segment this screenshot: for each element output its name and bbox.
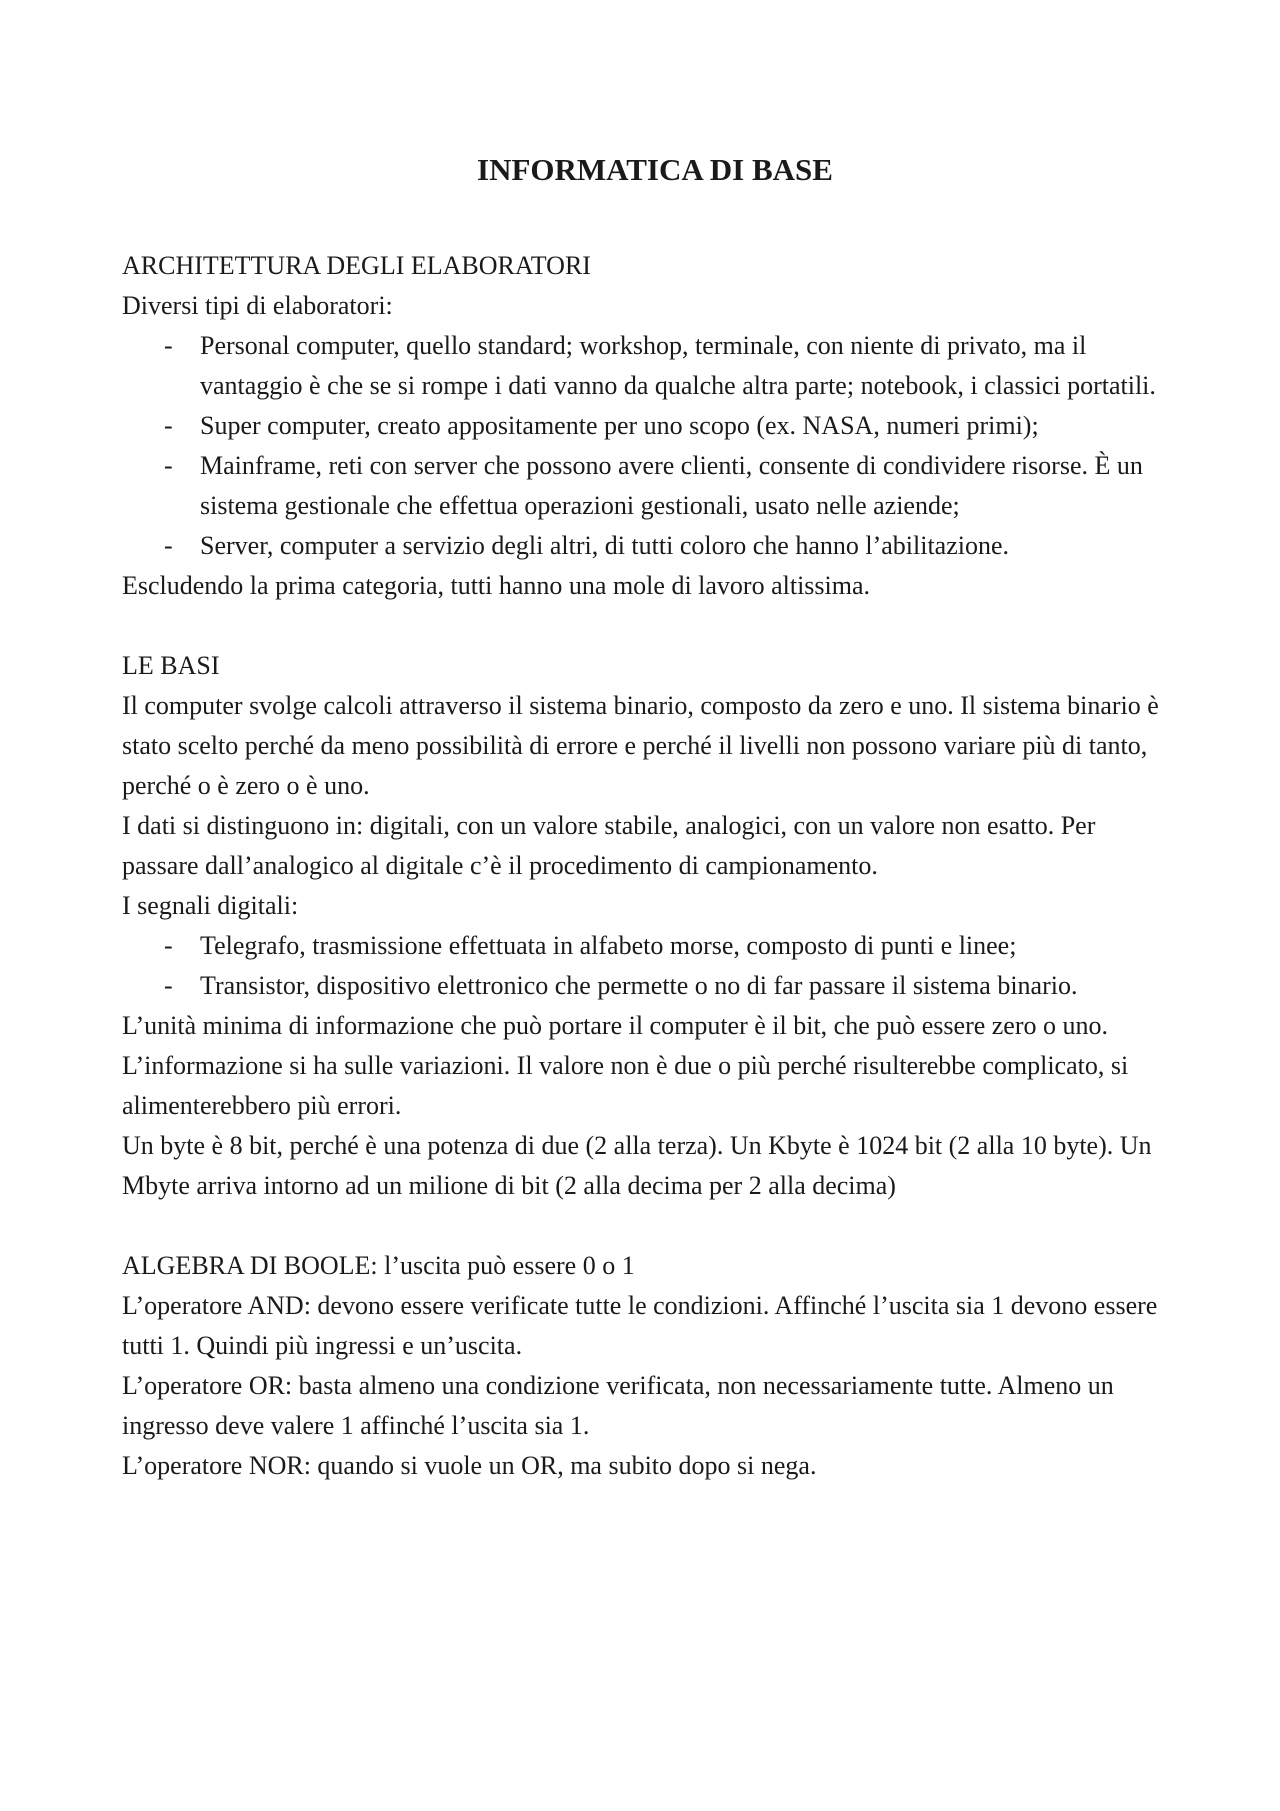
list-item: - Mainframe, reti con server che possono avere clienti, consente di condividere risorse. È un sistema gestionale che effettua operazioni gestionali, usato nelle aziende; xyxy=(122,446,1172,526)
section-heading: ALGEBRA DI BOOLE: l’uscita può essere 0 o 1 xyxy=(122,1251,635,1280)
paragraph: L’operatore OR: basta almeno una condizione verificata, non necessariamente tutte. Almeno un ingresso deve valere 1 affinché l’uscita sia 1. xyxy=(122,1371,1114,1440)
paragraph: I segnali digitali: xyxy=(122,891,299,920)
paragraph: L’operatore NOR: quando si vuole un OR, ma subito dopo si nega. xyxy=(122,1451,817,1480)
list-item: - Server, computer a servizio degli altri, di tutti coloro che hanno l’abilitazione. xyxy=(122,526,1172,566)
list-item: - Super computer, creato appositamente per uno scopo (ex. NASA, numeri primi); xyxy=(122,406,1172,446)
section-intro: Diversi tipi di elaboratori: xyxy=(122,291,393,320)
paragraph: I dati si distinguono in: digitali, con un valore stabile, analogici, con un valore non esatto. Per passare dall’analogico al digitale c’è il procedimento di campionamento. xyxy=(122,811,1096,880)
computer-types-list xyxy=(122,326,1172,566)
list-item: - Personal computer, quello standard; workshop, terminale, con niente di privato, ma il vantaggio è che se si rompe i dati vanno da qualche altra parte; notebook, i classici portatili. xyxy=(122,326,1172,406)
paragraph: L’unità minima di informazione che può portare il computer è il bit, che può essere zero o uno. L’informazione si ha sulle variazioni. Il valore non è due o più perché risulterebbe complicato, si alimenterebbero più errori. xyxy=(122,1011,1129,1120)
section-architettura xyxy=(122,246,1172,606)
section-algebra-di-boole xyxy=(122,1246,1172,1486)
list-item: - Telegrafo, trasmissione effettuata in alfabeto morse, composto di punti e linee; xyxy=(122,926,1172,966)
paragraph: Un byte è 8 bit, perché è una potenza di due (2 alla terza). Un Kbyte è 1024 bit (2 alla 10 byte). Un Mbyte arriva intorno ad un milione di bit (2 alla decima per 2 alla decima) xyxy=(122,1131,1152,1200)
section-spacer xyxy=(122,1206,1172,1246)
section-closing: Escludendo la prima categoria, tutti hanno una mole di lavoro altissima. xyxy=(122,571,871,600)
section-heading: ARCHITETTURA DEGLI ELABORATORI xyxy=(122,251,591,280)
digital-signals-list xyxy=(122,926,1172,1006)
paragraph: L’operatore AND: devono essere verificate tutte le condizioni. Affinché l’uscita sia 1 devono essere tutti 1. Quindi più ingressi e un’uscita. xyxy=(122,1291,1158,1360)
section-heading: LE BASI xyxy=(122,651,220,680)
section-spacer xyxy=(122,606,1172,646)
section-le-basi xyxy=(122,646,1172,1206)
document-page xyxy=(122,150,1172,1486)
list-item: - Transistor, dispositivo elettronico che permette o no di far passare il sistema binario. xyxy=(122,966,1172,1006)
paragraph: Il computer svolge calcoli attraverso il sistema binario, composto da zero e uno. Il sistema binario è stato scelto perché da meno possibilità di errore e perché il livelli non possono variare più di tanto, perché o è zero o è uno. xyxy=(122,691,1159,800)
document-title: INFORMATICA DI BASE xyxy=(477,152,833,187)
